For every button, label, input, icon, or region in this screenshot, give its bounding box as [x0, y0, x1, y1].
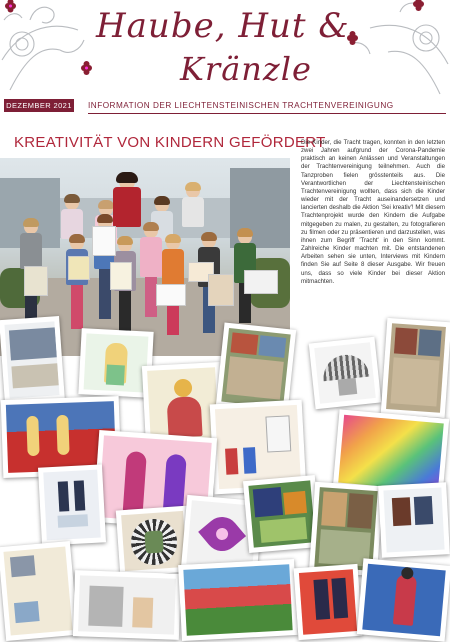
header-rule: [88, 113, 446, 114]
artwork-card: [309, 337, 382, 410]
masthead: [0, 0, 450, 96]
article-body: Die Kinder, die Tracht tragen, konnten in den letzten zwei Jahren aufgrund der Corona-Pandemie praktisch an keinen Anlässen und Veranstaltungen der Trachtenvereinigung teilnehmen. Auch die Tanzproben fielen grösstenteils aus. Die Verantwortlichen der Liechtensteinischen Trachtenvereinigung wollten, dass sich die Kinder wieder mit der Tracht auseinandersetzen und lancierten deshalb die Aktion 'Sei kreativ'! Mit diesem Trachtenprojekt wurde den Kindern die Aufgabe mitgegeben zu malen, zu gestalten, zu fotografieren zu filmen oder zu präsentieren und darzustellen, was ihnen zum Begriff 'Tracht' in den Sinn kommt. Zahlreiche Kinder machten mit. Die entstandenen Arbeiten sehen sie unten, Interviews mit Kindern finden Sie auf Seite 8 dieser Ausgabe. Wir freuen uns, dass so viele Kinder bei dieser Aktion mitmachten.: [301, 139, 445, 285]
masthead-title-line2: Kränzle: [180, 50, 312, 88]
publication-subtitle: INFORMATION DER LIECHTENSTEINISCHEN TRACHTENVEREINIGUNG: [88, 101, 394, 110]
artwork-card: [38, 464, 106, 545]
masthead-title: Haube, Hut &: [96, 6, 350, 46]
artwork-card: [357, 558, 450, 641]
article-headline: KREATIVITÄT VON KINDERN GEFÖRDERT: [14, 134, 326, 151]
artwork-card: [381, 318, 450, 418]
floral-ornament-left: [0, 0, 110, 98]
artwork-card: [243, 475, 321, 553]
artwork-card: [0, 541, 78, 641]
artwork-card: [178, 559, 298, 641]
artwork-card: [378, 482, 450, 557]
artwork-card: [73, 570, 181, 640]
issue-date-badge: DEZEMBER 2021: [4, 99, 74, 112]
artwork-card: [294, 564, 363, 640]
artwork-card: [0, 316, 65, 404]
